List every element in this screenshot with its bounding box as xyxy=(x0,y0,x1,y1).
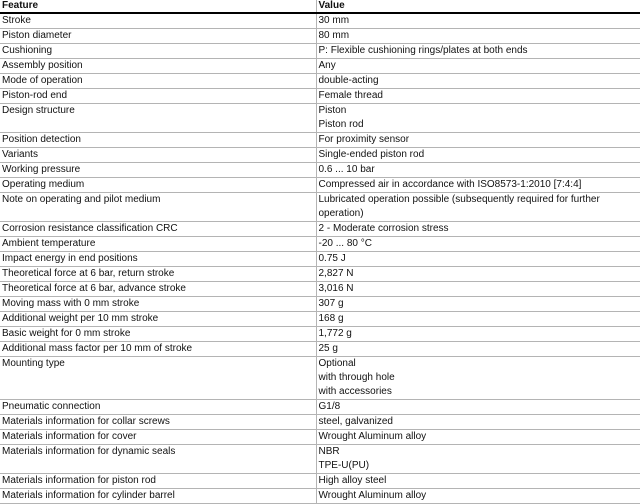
table-row xyxy=(0,252,640,267)
feature-cell: Working pressure xyxy=(0,163,316,178)
feature-cell: Piston diameter xyxy=(0,29,316,44)
feature-cell: Materials information for cylinder barrel xyxy=(0,489,316,504)
feature-cell: Materials information for dynamic seals xyxy=(0,445,316,474)
table-row xyxy=(0,357,640,400)
value-line: 25 g xyxy=(318,343,338,354)
feature-cell: Stroke xyxy=(0,13,316,29)
feature-cell: Operating medium xyxy=(0,178,316,193)
feature-cell: Materials information for cover xyxy=(0,430,316,445)
feature-cell: Assembly position xyxy=(0,59,316,74)
value-cell xyxy=(316,489,640,504)
header-row xyxy=(0,0,640,13)
table-row xyxy=(0,237,640,252)
feature-cell: Mounting type xyxy=(0,357,316,400)
table-row xyxy=(0,44,640,59)
value-line: Optional xyxy=(318,358,356,369)
feature-cell: Cushioning xyxy=(0,44,316,59)
feature-cell: Impact energy in end positions xyxy=(0,252,316,267)
value-line: Compressed air in accordance with ISO8573-1:2010 [7:4:4] xyxy=(318,179,582,190)
table-row xyxy=(0,415,640,430)
value-cell xyxy=(316,163,640,178)
value-cell xyxy=(316,430,640,445)
table-row xyxy=(0,267,640,282)
value-cell xyxy=(316,44,640,59)
value-line: Wrought Aluminum alloy xyxy=(318,431,427,442)
value-line: with through hole xyxy=(318,372,395,383)
value-line: 2 - Moderate corrosion stress xyxy=(318,223,449,234)
value-cell xyxy=(316,312,640,327)
value-cell xyxy=(316,282,640,297)
value-line: Any xyxy=(318,60,336,71)
value-line: Female thread xyxy=(318,90,383,101)
table-row xyxy=(0,163,640,178)
value-line: Wrought Aluminum alloy xyxy=(318,490,427,501)
feature-cell: Basic weight for 0 mm stroke xyxy=(0,327,316,342)
spec-table-header xyxy=(0,0,640,13)
value-cell xyxy=(316,222,640,237)
value-line: steel, galvanized xyxy=(318,416,393,427)
table-row xyxy=(0,282,640,297)
value-line: P: Flexible cushioning rings/plates at both ends xyxy=(318,45,528,56)
column-header-value: Value xyxy=(316,0,640,13)
feature-cell: Corrosion resistance classification CRC xyxy=(0,222,316,237)
value-line: 168 g xyxy=(318,313,344,324)
value-line: TPE-U(PU) xyxy=(318,460,370,471)
value-line: Single-ended piston rod xyxy=(318,149,425,160)
table-row xyxy=(0,59,640,74)
feature-cell: Mode of operation xyxy=(0,74,316,89)
table-row xyxy=(0,400,640,415)
feature-cell: Theoretical force at 6 bar, advance stroke xyxy=(0,282,316,297)
value-line: 1,772 g xyxy=(318,328,352,339)
value-cell xyxy=(316,178,640,193)
value-line: High alloy steel xyxy=(318,475,387,486)
value-line: 0.75 J xyxy=(318,253,346,264)
column-header-feature: Feature xyxy=(0,0,316,13)
feature-cell: Ambient temperature xyxy=(0,237,316,252)
value-line: Lubricated operation possible (subsequently required for further operation) xyxy=(318,194,600,219)
table-row xyxy=(0,133,640,148)
value-line: double-acting xyxy=(318,75,379,86)
value-cell xyxy=(316,415,640,430)
value-cell xyxy=(316,148,640,163)
spec-table-body xyxy=(0,13,640,504)
value-cell xyxy=(316,267,640,282)
feature-cell: Pneumatic connection xyxy=(0,400,316,415)
table-row xyxy=(0,342,640,357)
feature-cell: Theoretical force at 6 bar, return stroke xyxy=(0,267,316,282)
value-line: For proximity sensor xyxy=(318,134,410,145)
value-line: 80 mm xyxy=(318,30,350,41)
table-row xyxy=(0,489,640,504)
feature-cell: Materials information for piston rod xyxy=(0,474,316,489)
value-cell xyxy=(316,104,640,133)
feature-cell: Materials information for collar screws xyxy=(0,415,316,430)
value-cell xyxy=(316,193,640,222)
table-row xyxy=(0,312,640,327)
table-row xyxy=(0,74,640,89)
value-cell xyxy=(316,327,640,342)
value-line: 3,016 N xyxy=(318,283,354,294)
feature-cell: Piston-rod end xyxy=(0,89,316,104)
value-line: 0.6 ... 10 bar xyxy=(318,164,375,175)
value-line: 2,827 N xyxy=(318,268,354,279)
table-row xyxy=(0,29,640,44)
table-row xyxy=(0,89,640,104)
value-cell xyxy=(316,297,640,312)
value-cell xyxy=(316,342,640,357)
value-line: Piston rod xyxy=(318,119,364,130)
value-cell xyxy=(316,252,640,267)
value-cell xyxy=(316,89,640,104)
value-cell xyxy=(316,133,640,148)
table-row xyxy=(0,13,640,29)
value-line: with accessories xyxy=(318,386,392,397)
feature-cell: Additional weight per 10 mm stroke xyxy=(0,312,316,327)
value-line: NBR xyxy=(318,446,340,457)
feature-cell: Note on operating and pilot medium xyxy=(0,193,316,222)
feature-cell: Design structure xyxy=(0,104,316,133)
table-row xyxy=(0,193,640,222)
table-row xyxy=(0,104,640,133)
value-cell xyxy=(316,59,640,74)
table-row xyxy=(0,445,640,474)
value-cell xyxy=(316,400,640,415)
value-cell xyxy=(316,74,640,89)
value-line: 30 mm xyxy=(318,15,350,26)
value-line: 307 g xyxy=(318,298,344,309)
value-cell xyxy=(316,13,640,29)
value-cell xyxy=(316,445,640,474)
feature-cell: Moving mass with 0 mm stroke xyxy=(0,297,316,312)
table-row xyxy=(0,222,640,237)
table-row xyxy=(0,148,640,163)
table-row xyxy=(0,178,640,193)
value-cell xyxy=(316,357,640,400)
value-cell xyxy=(316,237,640,252)
value-line: Piston xyxy=(318,105,347,116)
feature-cell: Additional mass factor per 10 mm of stroke xyxy=(0,342,316,357)
table-row xyxy=(0,430,640,445)
feature-cell: Variants xyxy=(0,148,316,163)
feature-cell: Position detection xyxy=(0,133,316,148)
value-cell xyxy=(316,29,640,44)
value-line: -20 ... 80 °C xyxy=(318,238,372,249)
value-line: G1/8 xyxy=(318,401,341,412)
table-row xyxy=(0,297,640,312)
table-row xyxy=(0,327,640,342)
